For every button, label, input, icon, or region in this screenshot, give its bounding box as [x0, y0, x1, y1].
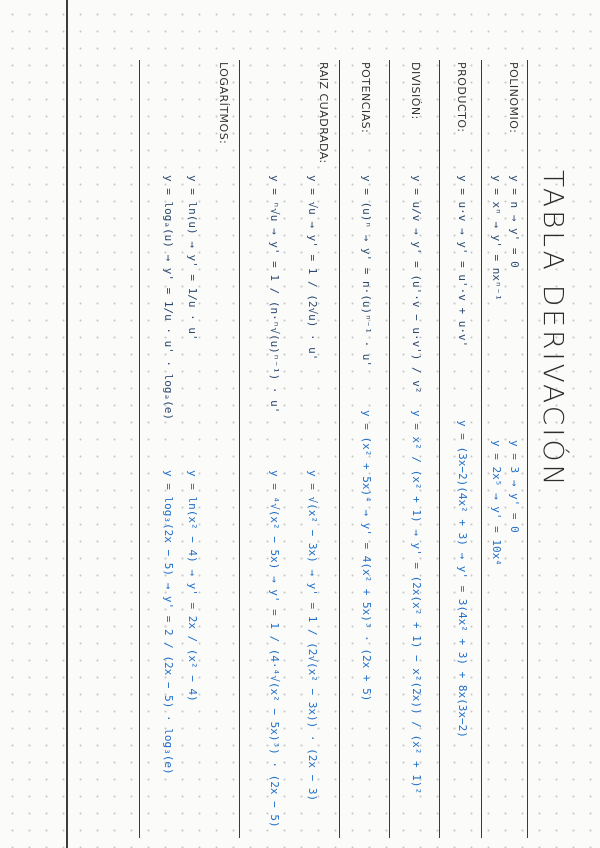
- section-producto: [440, 0, 482, 848]
- example-formula: y = ln(x² − 4) → y' = 2x / (x² − 4): [186, 470, 199, 702]
- rule-formula: y = √u → y' = 1 / (2√u) · u': [306, 175, 319, 361]
- example-formula: y = x² / (x² + 1) → y' = (2x(x² + 1) − x²(2x)) / (x² + 1)²: [410, 410, 423, 795]
- rule-formula: y = xⁿ → y' = nxⁿ⁻¹: [490, 175, 503, 301]
- rule-formula: y = u·v → y' = u'·v + u·v': [456, 175, 469, 348]
- section-label: DIVISIÓN:: [409, 62, 422, 120]
- example-formula: y = (3x−2)(4x² + 3) → y' = 3(4x² + 3) + 8x(3x−2): [456, 420, 469, 738]
- example-formula: y = 3 → y' = 0: [508, 440, 521, 533]
- rule-formula: y = u/v → y' = (u'·v − u·v') / v²: [410, 175, 423, 394]
- rule-formula: y = ⁿ√u → y' = 1 / (n·ⁿ√(u)ⁿ⁻¹) · u': [268, 175, 281, 414]
- example-formula: y = √(x² − 3x) → y' = 1 / (2√(x² − 3x)) · (2x − 3): [306, 470, 319, 802]
- section-label: POTENCIAS:: [359, 62, 372, 134]
- example-formula: y = (x² + 5x)⁴ → y' = 4(x² + 5x)³ · (2x + 5): [360, 410, 373, 702]
- section-label: PRODUCTO:: [455, 62, 468, 133]
- section-polinomio: [482, 0, 528, 848]
- section-label: RAIZ CUADRADA:: [317, 62, 330, 164]
- section-logaritmos: [140, 0, 240, 848]
- page-title: TABLA DERIVACIÓN: [537, 170, 570, 489]
- example-formula: y = log₃(2x − 5) → y' = 2 / (2x − 5) · log₃(e): [162, 470, 175, 775]
- example-formula: y = 2x⁵ → y' = 10x⁴: [490, 440, 503, 566]
- section-division: [390, 0, 440, 848]
- section-potencias: [340, 0, 390, 848]
- rule-formula: y = logₐ(u) → y' = 1/u · u' · logₐ(e): [162, 175, 175, 421]
- section-raiz-cuadrada: [240, 0, 340, 848]
- example-formula: y = ⁴√(x² − 5x) → y' = 1 / (4·⁴√(x² − 5x)³) · (2x − 5): [268, 470, 281, 828]
- rule-formula: y = n → y' = 0: [508, 175, 521, 268]
- section-divider: [139, 60, 140, 838]
- rule-formula: y = (u)ⁿ → y' = n·(u)ⁿ⁻¹ · u': [360, 175, 373, 368]
- rule-formula: y = ln(u) → y' = 1/u · u': [186, 175, 199, 341]
- section-label: POLINOMIO:: [507, 62, 520, 134]
- section-label: LOGARÍTMOS:: [217, 62, 230, 145]
